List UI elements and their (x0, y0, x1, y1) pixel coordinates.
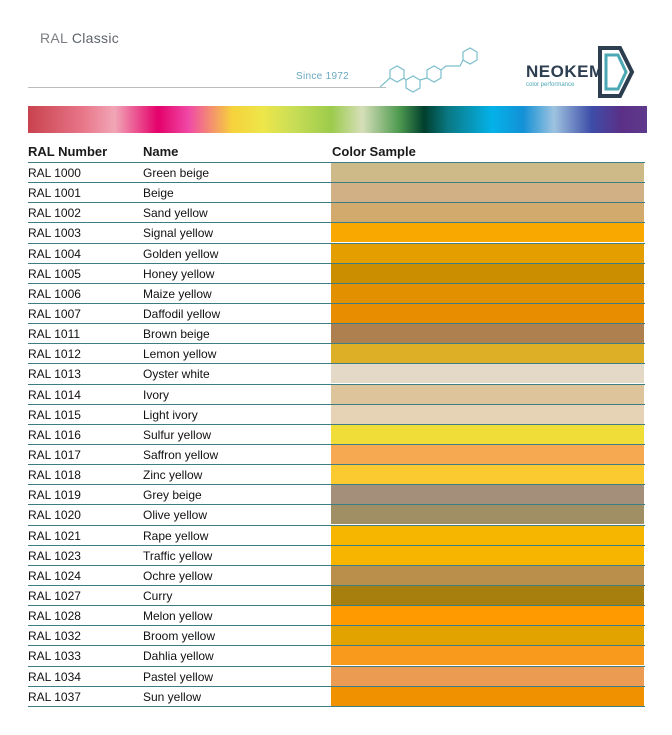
title-classic: Classic (71, 30, 120, 46)
ral-number: RAL 1037 (28, 689, 81, 704)
color-swatch (331, 324, 644, 343)
column-header-name: Name (143, 144, 179, 159)
color-name: Rape yellow (143, 528, 209, 543)
color-name: Saffron yellow (143, 447, 219, 462)
table-header (28, 143, 645, 163)
ral-number: RAL 1033 (28, 649, 81, 664)
color-swatch (331, 546, 644, 565)
ral-number: RAL 1004 (28, 246, 81, 261)
table-row (28, 405, 645, 425)
color-swatch (331, 163, 644, 182)
document-title (40, 30, 119, 46)
since-label: Since 1972 (296, 71, 350, 82)
color-name: Curry (143, 588, 173, 603)
ral-number: RAL 1016 (28, 427, 81, 442)
table-row (28, 425, 645, 445)
color-name: Sand yellow (143, 206, 208, 221)
ral-number: RAL 1005 (28, 266, 81, 281)
ral-number: RAL 1002 (28, 206, 81, 221)
color-name: Beige (143, 186, 174, 201)
color-swatch (331, 264, 644, 283)
ral-number: RAL 1023 (28, 548, 81, 563)
ral-number: RAL 1000 (28, 166, 81, 180)
color-name: Grey beige (143, 488, 202, 503)
logo-tagline: color performance (526, 82, 575, 88)
table-row (28, 687, 645, 707)
color-swatch (331, 244, 644, 263)
color-swatch (331, 344, 644, 363)
table-row (28, 505, 645, 525)
table-row (28, 485, 645, 505)
color-swatch (331, 566, 644, 585)
color-name: Signal yellow (143, 226, 214, 241)
column-header-color-sample: Color Sample (332, 144, 416, 159)
color-name: Ochre yellow (143, 568, 213, 583)
color-swatch (331, 465, 644, 484)
table-row (28, 626, 645, 646)
logo-name: NEOKEM (526, 62, 604, 81)
title-ral: RAL (40, 30, 68, 46)
ral-number: RAL 1011 (28, 327, 81, 342)
table-row (28, 546, 645, 566)
table-row (28, 586, 645, 606)
color-name: Olive yellow (143, 508, 208, 523)
color-name: Traffic yellow (143, 548, 213, 563)
table-row (28, 183, 645, 203)
color-swatch (331, 687, 644, 706)
color-swatch (331, 526, 644, 545)
column-header-ral-number: RAL Number (28, 144, 108, 159)
color-swatch (331, 405, 644, 424)
color-name: Daffodil yellow (143, 306, 221, 321)
color-name: Light ivory (143, 407, 198, 422)
color-name: Green beige (143, 166, 210, 180)
table-row (28, 667, 645, 687)
ral-number: RAL 1006 (28, 286, 81, 301)
color-name: Pastel yellow (143, 669, 214, 684)
color-name: Ivory (143, 387, 170, 402)
color-swatch (331, 183, 644, 202)
color-name: Brown beige (143, 327, 210, 342)
table-row (28, 304, 645, 324)
color-name: Lemon yellow (143, 347, 217, 362)
table-row (28, 203, 645, 223)
ral-number: RAL 1013 (28, 367, 81, 382)
color-swatch (331, 485, 644, 504)
color-swatch (331, 223, 644, 242)
table-row (28, 646, 645, 666)
ral-number: RAL 1017 (28, 447, 81, 462)
ral-number: RAL 1015 (28, 407, 81, 422)
color-swatch (331, 304, 644, 323)
color-name: Zinc yellow (143, 468, 203, 483)
table-row (28, 364, 645, 384)
table-row (28, 284, 645, 304)
ral-number: RAL 1003 (28, 226, 81, 241)
ral-number: RAL 1034 (28, 669, 81, 684)
color-swatch (331, 626, 644, 645)
table-row (28, 566, 645, 586)
color-swatch (331, 364, 644, 383)
ral-number: RAL 1018 (28, 468, 81, 483)
color-name: Broom yellow (143, 629, 216, 644)
table-row (28, 264, 645, 284)
table-row (28, 244, 645, 264)
table-row (28, 526, 645, 546)
table-row (28, 385, 645, 405)
color-name: Sulfur yellow (143, 427, 212, 442)
ral-number: RAL 1021 (28, 528, 81, 543)
ral-number: RAL 1007 (28, 306, 81, 321)
color-spectrum-bar (28, 106, 647, 133)
ral-number: RAL 1032 (28, 629, 81, 644)
table-body (28, 163, 645, 707)
ral-number: RAL 1001 (28, 186, 81, 201)
header-divider (28, 87, 386, 88)
ral-number: RAL 1024 (28, 568, 81, 583)
color-name: Maize yellow (143, 286, 212, 301)
table-row (28, 324, 645, 344)
color-name: Melon yellow (143, 609, 213, 624)
color-swatch (331, 203, 644, 222)
color-name: Oyster white (143, 367, 210, 382)
table-row (28, 465, 645, 485)
color-swatch (331, 385, 644, 404)
neokem-logo (520, 44, 635, 100)
color-name: Sun yellow (143, 689, 202, 704)
color-swatch (331, 606, 644, 625)
ral-number: RAL 1012 (28, 347, 81, 362)
ral-color-table (28, 143, 645, 707)
ral-number: RAL 1028 (28, 609, 81, 624)
color-name: Dahlia yellow (143, 649, 214, 664)
ral-number: RAL 1019 (28, 488, 81, 503)
table-row (28, 445, 645, 465)
table-row (28, 163, 645, 183)
color-swatch (331, 586, 644, 605)
color-name: Honey yellow (143, 266, 215, 281)
color-swatch (331, 425, 644, 444)
color-swatch (331, 646, 644, 665)
color-swatch (331, 445, 644, 464)
color-name: Golden yellow (143, 246, 219, 261)
ral-number: RAL 1020 (28, 508, 81, 523)
molecule-icon (380, 44, 505, 104)
color-swatch (331, 505, 644, 524)
table-row (28, 606, 645, 626)
color-swatch (331, 667, 644, 686)
table-row (28, 223, 645, 243)
ral-number: RAL 1027 (28, 588, 81, 603)
table-row (28, 344, 645, 364)
ral-number: RAL 1014 (28, 387, 81, 402)
color-swatch (331, 284, 644, 303)
